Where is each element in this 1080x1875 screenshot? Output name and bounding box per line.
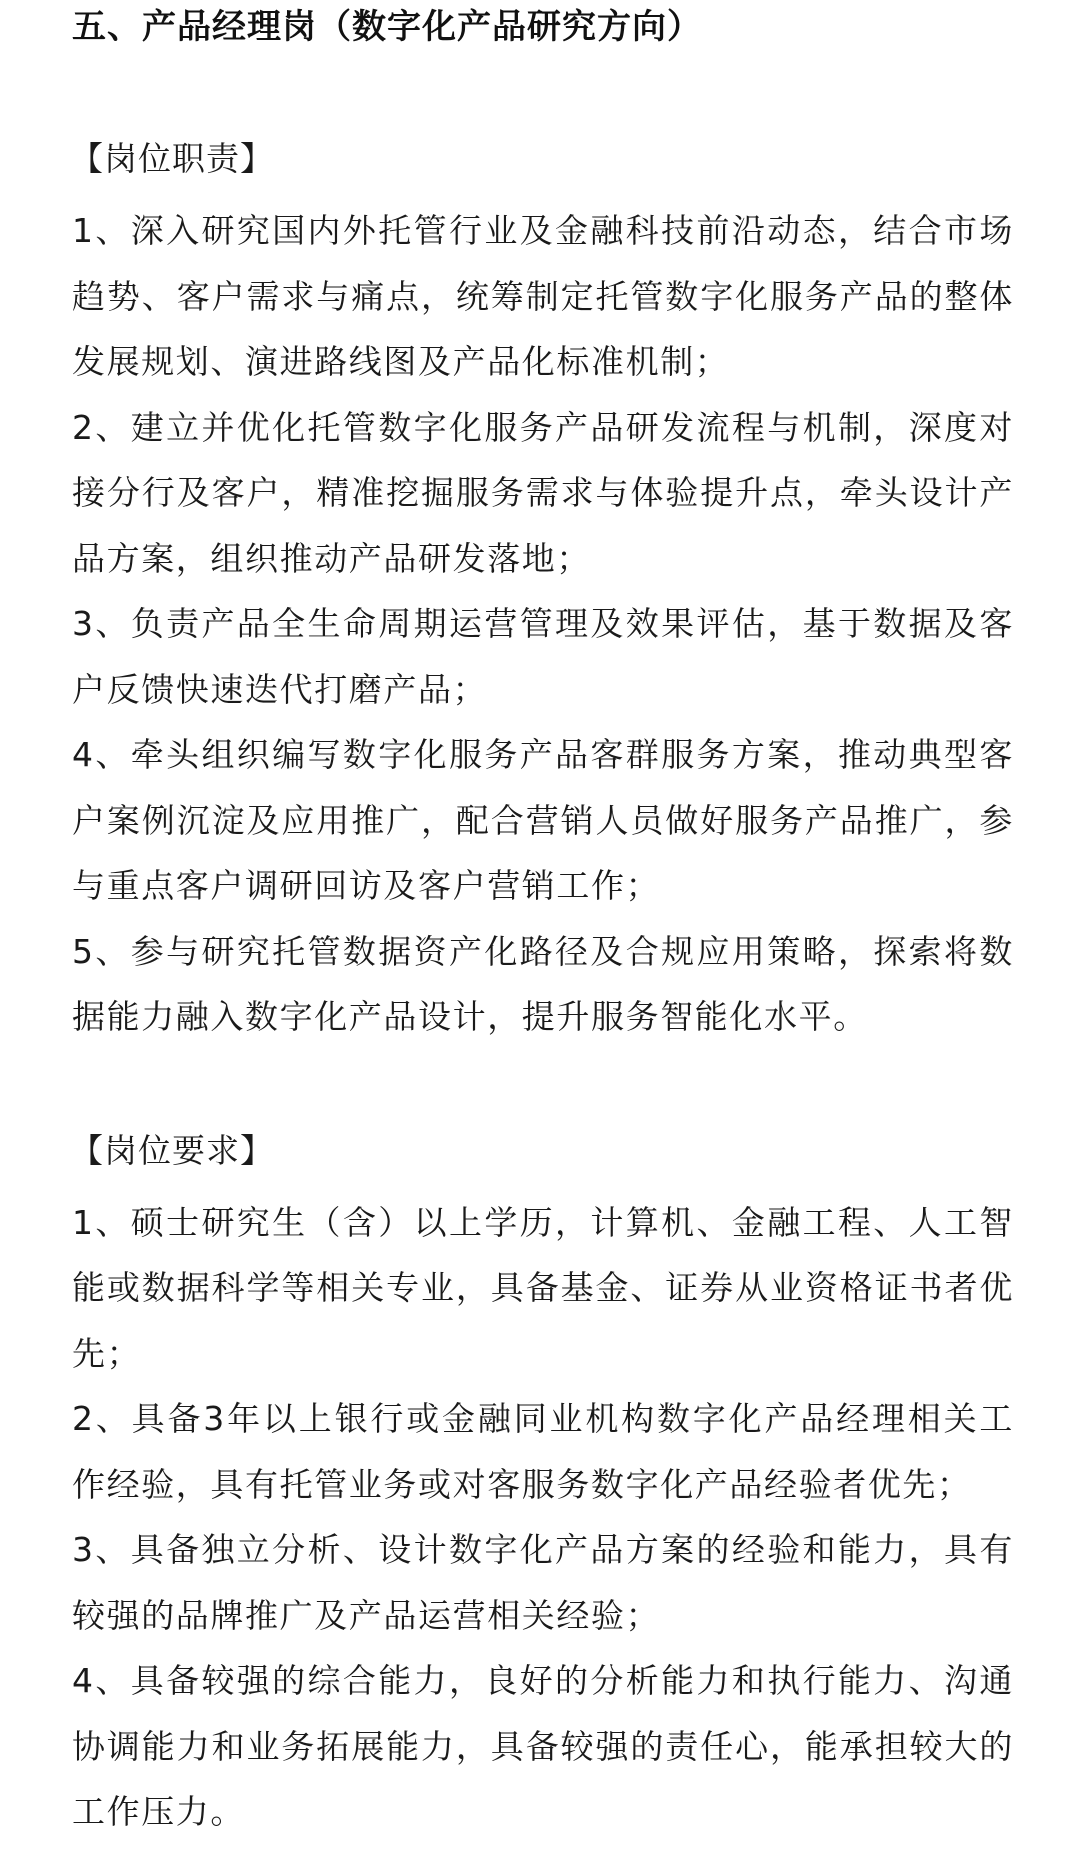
responsibilities-heading: 【岗位职责】 [70,139,274,178]
requirements-heading: 【岗位要求】 [70,1130,274,1170]
responsibility-item-5: 5、参与研究托管数据资产化路径及合规应用策略，探索将数据能力融入数字化产品设计，提升服务智能化水平。 [72,931,1014,1036]
requirement-item-4: 4、具备较强的综合能力，良好的分析能力和执行能力、沟通协调能力和业务拓展能力，具备较强的责任心，能承担较大的工作压力。 [72,1661,1014,1831]
responsibilities-section [72,134,1014,1050]
requirement-item-2: 2、具备3年以上银行或金融同业机构数字化产品经理相关工作经验，具有托管业务或对客服务数字化产品经验者优先； [72,1399,1014,1504]
requirement-item-1: 1、硕士研究生（含）以上学历，计算机、金融工程、人工智能或数据科学等相关专业，具备基金、证券从业资格证书者优先； [72,1202,1014,1373]
responsibility-item-2: 2、建立并优化托管数字化服务产品研发流程与机制，深度对接分行及客户，精准挖掘服务需求与体验提升点，牵头设计产品方案，组织推动产品研发落地； [72,407,1014,578]
responsibility-item-4: 4、牵头组织编写数字化服务产品客群服务方案，推动典型客户案例沉淀及应用推广，配合营销人员做好服务产品推广，参与重点客户调研回访及客户营销工作； [72,735,1014,905]
responsibility-item-1: 1、深入研究国内外托管行业及金融科技前沿动态，结合市场趋势、客户需求与痛点，统筹制定托管数字化服务产品的整体发展规划、演进路线图及产品化标准机制； [72,211,1014,381]
requirements-list [72,1190,1014,1845]
job-title: 五、产品经理岗（数字化产品研究方向） [72,7,702,47]
responsibility-item-3: 3、负责产品全生命周期运营管理及效果评估，基于数据及客户反馈快速迭代打磨产品； [72,604,1014,709]
requirements-section [72,1126,1014,1845]
requirement-item-3: 3、具备独立分析、设计数字化产品方案的经验和能力，具有较强的品牌推广及产品运营相关经验； [72,1530,1014,1635]
responsibilities-list [72,198,1014,1050]
